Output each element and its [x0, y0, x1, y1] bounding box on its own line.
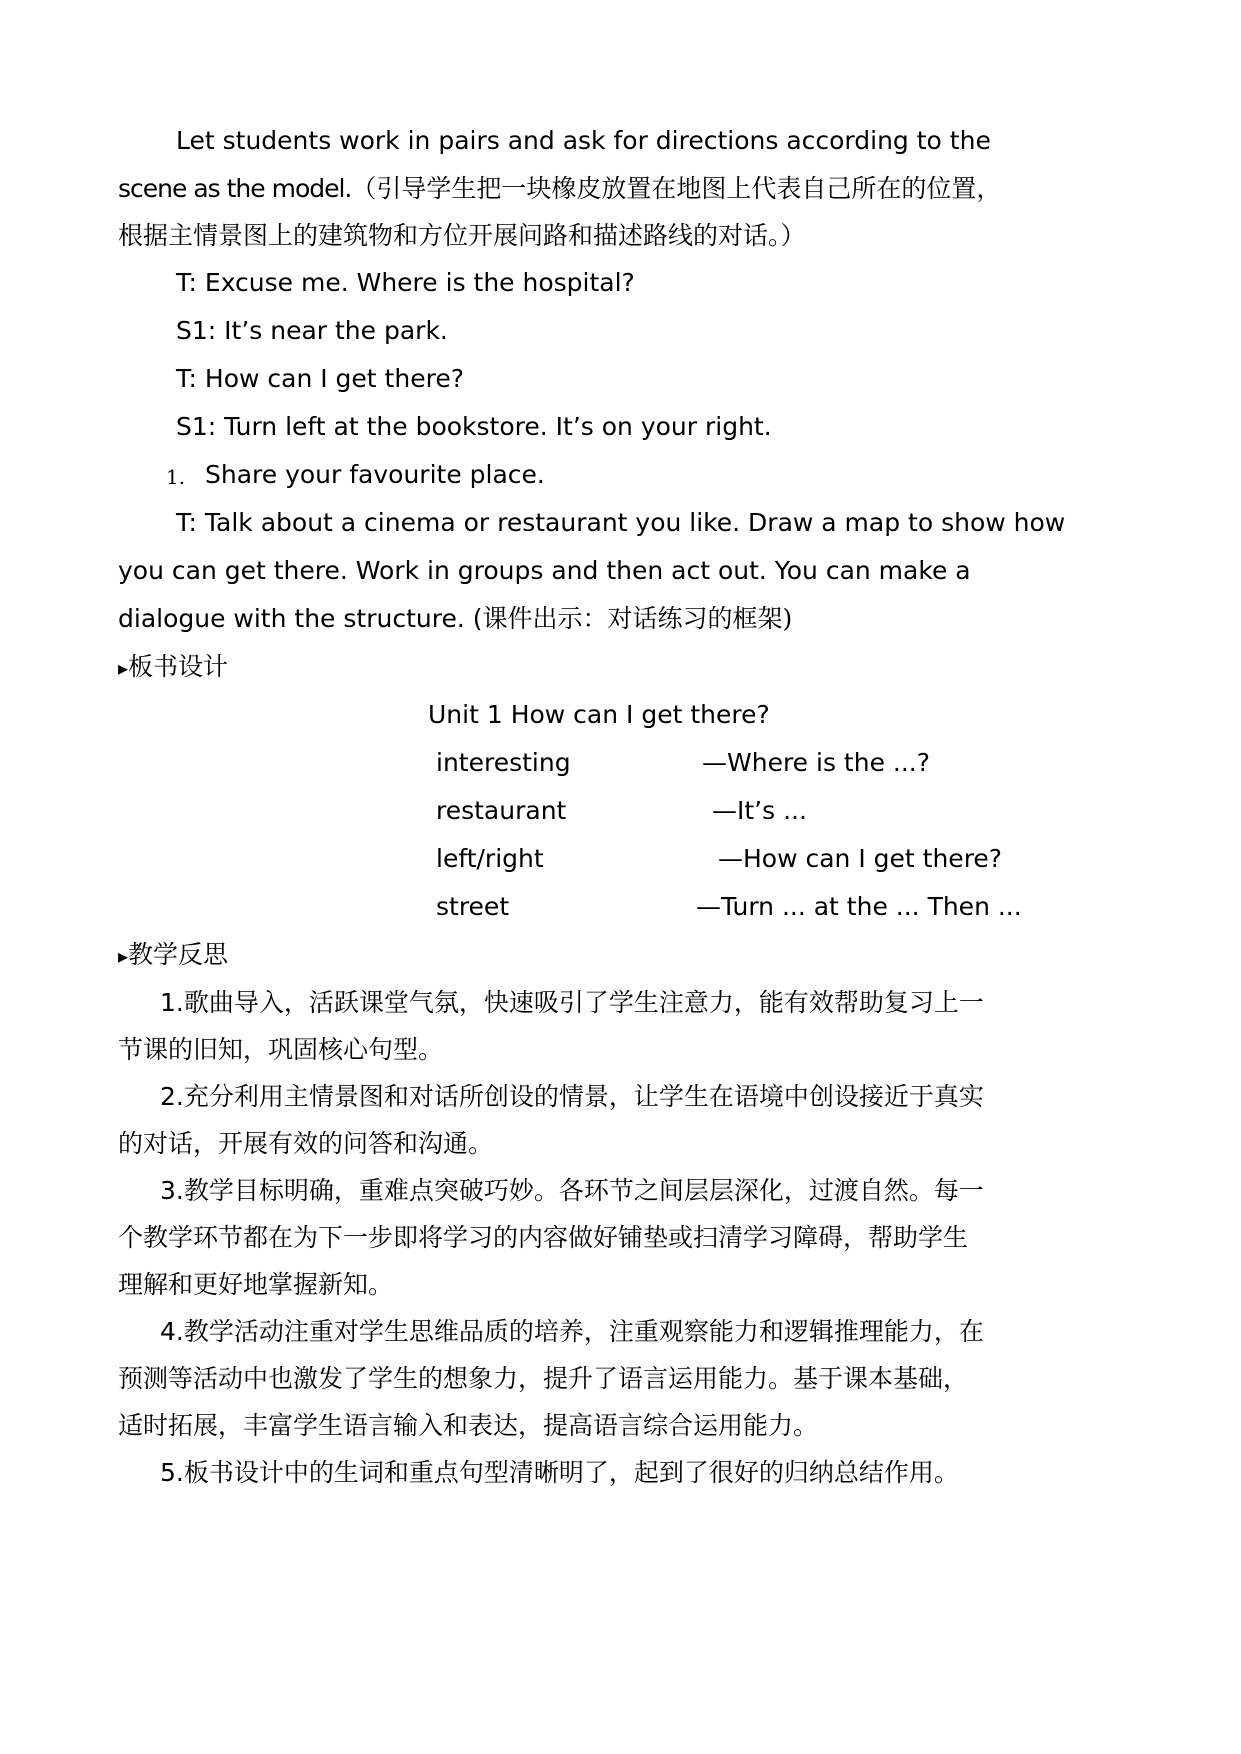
triangle-bullet-icon: ▸ — [118, 944, 129, 968]
dialogue-line: T: How can I get there? — [176, 364, 464, 393]
share-instruction-line-2: you can get there. Work in groups and then act out. You can make a — [118, 556, 971, 585]
dialogue-line: T: Excuse me. Where is the hospital? — [176, 268, 635, 297]
board-phrase: —How can I get there? — [718, 844, 1003, 873]
reflection-line: 1.歌曲导入，活跃课堂气氛，快速吸引了学生注意力，能有效帮助复习上一 — [160, 988, 984, 1017]
board-word: interesting — [436, 748, 571, 777]
triangle-bullet-icon: ▸ — [118, 656, 129, 680]
board-phrase: —Where is the ...? — [702, 748, 931, 777]
board-heading: ▸板书设计 — [118, 652, 229, 681]
reflection-heading: ▸教学反思 — [118, 940, 229, 969]
board-phrase: —It’s ... — [712, 796, 807, 825]
reflection-line: 4.教学活动注重对学生思维品质的培养，注重观察能力和逻辑推理能力，在 — [160, 1317, 984, 1346]
reflection-line: 适时拓展，丰富学生语言输入和表达，提高语言综合运用能力。 — [118, 1411, 819, 1440]
reflection-line: 个教学环节都在为下一步即将学习的内容做好铺垫或扫清学习障碍，帮助学生 — [118, 1223, 969, 1252]
reflection-line: 节课的旧知，巩固核心句型。 — [118, 1035, 444, 1064]
reflection-line: 5.板书设计中的生词和重点句型清晰明了，起到了很好的归纳总结作用。 — [160, 1458, 959, 1487]
share-instruction-line-3: dialogue with the structure. (课件出示：对话练习的框架) — [118, 604, 793, 633]
intro-line-1: Let students work in pairs and ask for directions according to the — [176, 126, 991, 155]
reflection-line: 的对话，开展有效的问答和沟通。 — [118, 1129, 494, 1158]
dialogue-line: S1: Turn left at the bookstore. It’s on your right. — [176, 412, 772, 441]
board-word: restaurant — [436, 796, 567, 825]
share-instruction-line-1: T: Talk about a cinema or restaurant you like. Draw a map to show how — [176, 508, 1066, 537]
reflection-line: 2.充分利用主情景图和对话所创设的情景，让学生在语境中创设接近于真实 — [160, 1082, 984, 1111]
board-phrase: —Turn ... at the ... Then ... — [696, 892, 1022, 921]
reflection-line: 3.教学目标明确，重难点突破巧妙。各环节之间层层深化，过渡自然。每一 — [160, 1176, 984, 1205]
board-word: left/right — [436, 844, 544, 873]
intro-line-2: scene as the model.（引导学生把一块橡皮放置在地图上代表自己所在的位置， — [118, 174, 1002, 203]
board-title: Unit 1 How can I get there? — [428, 700, 770, 729]
dialogue-line: S1: It’s near the park. — [176, 316, 448, 345]
reflection-line: 预测等活动中也激发了学生的想象力，提升了语言运用能力。基于课本基础， — [118, 1364, 969, 1393]
board-word: street — [436, 892, 510, 921]
intro-line-3: 根据主情景图上的建筑物和方位开展问路和描述路线的对话。） — [118, 221, 806, 250]
share-title: Share your favourite place. — [205, 460, 545, 489]
list-number: 1. — [166, 465, 186, 489]
reflection-line: 理解和更好地掌握新知。 — [118, 1270, 394, 1299]
